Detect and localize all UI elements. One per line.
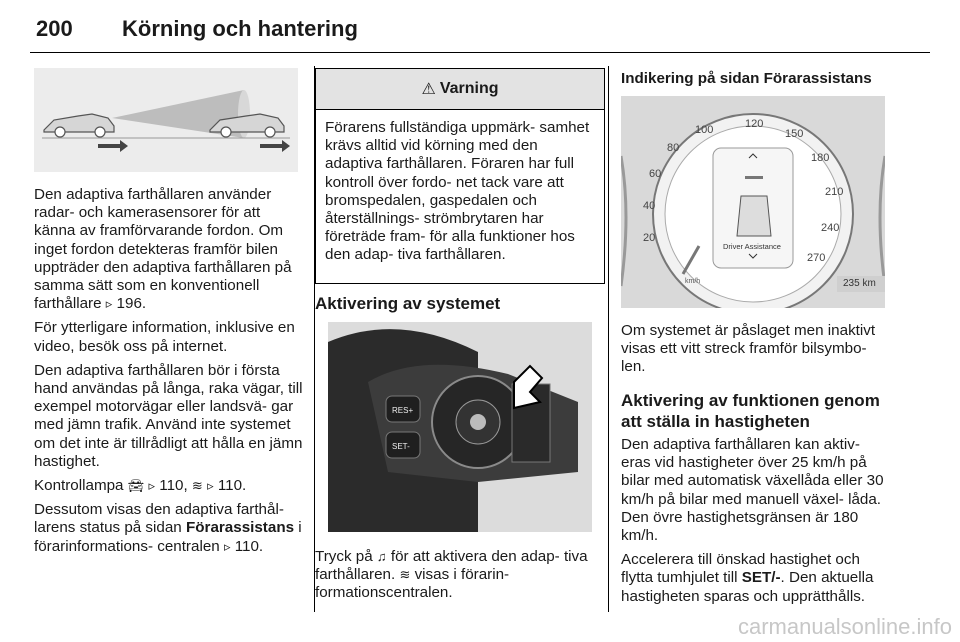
speed-tick: 20 (643, 232, 656, 244)
speed-unit: km/h (685, 278, 701, 285)
speed-tick: 240 (821, 222, 840, 234)
header-rule (30, 52, 930, 53)
paragraph-text: . Den aktuella hastigheten sparas och upprätthålls. (621, 569, 874, 605)
speed-tick: 120 (745, 118, 764, 130)
paragraph (34, 477, 304, 495)
screen-label: Driver Assistance (723, 242, 781, 251)
warning-box (315, 68, 605, 284)
page-ref-icon: ▹ (148, 478, 156, 494)
paragraph-text: Kontrollampa (34, 477, 124, 495)
set-button-label: SET- (392, 442, 410, 451)
warning-text: Förarens fullständiga uppmärk- samhet krävs alltid vid körning med den adaptiva farthållaren. Föraren har full kontroll över fordo- net tack vare att bromspedalen, gaspedalen och återställnings- strömbrytaren har företräde fram- för alla funktioner hos den adap- tiva farthållaren. (325, 119, 590, 264)
speed-tick: 270 (807, 252, 826, 264)
warning-header (316, 69, 604, 110)
warning-title: Varning (439, 80, 499, 97)
column-2 (315, 548, 599, 609)
warning-triangle-icon: ⚠ (421, 81, 436, 98)
paragraph-text: i förarinformations- centralen (34, 519, 302, 555)
bold-term: Förarassistans (185, 519, 295, 537)
paragraph-text: Tryck på (315, 548, 373, 565)
column-3 (621, 322, 893, 383)
paragraph-text: för att aktivera den adap- tiva farthållaren. (315, 548, 588, 584)
page-number: 200 (36, 16, 73, 41)
speed-tick: 100 (695, 124, 714, 136)
page-title: Körning och hantering (122, 16, 358, 41)
page-ref-icon: ▹ (105, 296, 113, 312)
column-1 (34, 186, 304, 562)
odometer-readout: 235 km (843, 278, 876, 289)
page-ref: 196. (116, 295, 147, 313)
cruise-control-icon: ♫ (376, 549, 387, 564)
radar-illustration (34, 68, 298, 172)
speed-tick: 80 (667, 142, 680, 154)
paragraph (34, 186, 304, 313)
page-ref-icon: ▹ (223, 538, 231, 554)
page-ref: 110. (217, 477, 247, 495)
paragraph-text: Accelerera till önskad hastighet och flytta tumhjulet till (621, 551, 860, 587)
res-button-label: RES+ (392, 406, 414, 415)
speed-tick: 210 (825, 186, 844, 198)
page-ref: 110, (159, 477, 188, 495)
paragraph-text: Dessutom visas den adaptiva farthål- larens status på sidan (34, 501, 284, 537)
speed-tick: 180 (811, 152, 830, 164)
instrument-cluster-illustration (621, 96, 885, 308)
section-heading: Aktivering av funktionen genom att ställa in hastigheten (621, 391, 880, 431)
paragraph-text: visas i förarin- formationscentralen. (315, 566, 510, 602)
speed-tick: 150 (785, 128, 804, 140)
speed-tick: 40 (643, 200, 656, 212)
page-ref-icon: ▹ (207, 478, 214, 494)
column-3-lower (621, 436, 893, 612)
paragraph-text: Den adaptiva farthållaren använder radar- och kamerasensorer för att känna av framförvarande fordon. Om inget fordon detekteras framför bilen uppträder den adaptiva farthållaren på samma sätt som en konventionell farthållare (34, 186, 292, 313)
page-ref: 110. (234, 537, 264, 555)
adaptive-cruise-icon: ≋ (191, 478, 203, 494)
paragraph: Den adaptiva farthållaren bör i första hand användas på långa, raka vägar, till exempel motorvägar eller landsvä- gar med jämn trafik. Använd inte systemet om det inte är tillrådligt att hålla en jämn hastighet. (34, 361, 303, 470)
bold-term: SET/- (741, 569, 781, 587)
paragraph (315, 548, 599, 603)
paragraph: Den adaptiva farthållaren kan aktiv- eras vid hastigheter över 25 km/h på bilar med automatisk växellåda eller 30 km/h på bilar med manuell växel- låda. Den övre hastighetsgränsen är 180 km/h. (621, 436, 884, 545)
section-heading: Aktivering av systemet (315, 294, 501, 313)
paragraph: För ytterligare information, inklusive en video, besök oss på internet. (34, 319, 295, 355)
paragraph: Om systemet är påslaget men inaktivt visas ett vitt streck framför bilsymbo- len. (621, 322, 876, 376)
page-header (30, 8, 930, 48)
section-heading: Indikering på sidan Förarassistans (621, 70, 872, 87)
speed-tick: 60 (649, 168, 662, 180)
paragraph (34, 501, 304, 556)
paragraph (621, 551, 893, 606)
steering-wheel-illustration (328, 322, 592, 532)
column-divider (608, 66, 609, 612)
cruise-car-icon: 🚘︎ (127, 478, 145, 494)
adaptive-cruise-icon: ≋ (399, 567, 411, 583)
watermark: carmanualsonline.info (737, 614, 952, 639)
